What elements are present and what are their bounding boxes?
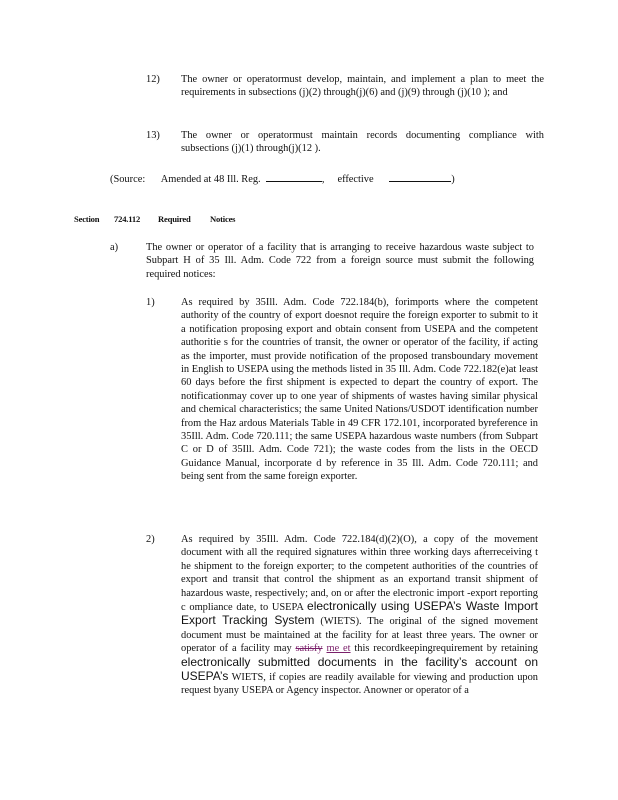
register-volume-blank <box>266 171 322 182</box>
source-comma: , <box>321 174 325 185</box>
item-12-text: The owner or operatormust develop, maintain, and implement a plan to meet the requirements in subsections (j)(2) through(j)(6) and (j)(9) through (j)(10 ); and <box>181 74 544 99</box>
item-2-text-f: WIETS, if copies are readily available for viewing and production upon request byany USEPA or Agency inspector. Anowner or operator of a <box>181 672 538 697</box>
source-close: ) <box>451 174 455 185</box>
item-12-number: 12) <box>146 74 160 85</box>
inserted-text: me et <box>326 643 351 655</box>
item-2-text-d: this recordkeepingrequirement by retaining <box>354 643 538 655</box>
item-2-wiets-line: electronically using USEPA’s Waste Import Export Tracking System <box>181 599 538 628</box>
section-label: Section <box>74 214 100 224</box>
item-1-text: As required by 35Ill. Adm. Code 722.184(b), forimports where the competent authority of the country of export doesnot require the foreign exporter to submit to it a notification proposing export and obtain consent from USEPA and the competent authoritie s for the countries of transit, the owner or operator of the facility, if acting as the importer, must provide notification of the proposed transboundary movement in English to USEPA using the methods listed in 35 Ill. Adm. Code 722.182(e)at least 60 days before the first shipment is expected to depart the country of export. The notificationmay cover up to one year of shipments of wastes having similar physical and chemical characteristics; the same United Nations/USDOT identification number from the Haz ardous Materials Table in 49 CFR 172.101, incorporated byreference in 35Ill. Adm. Code 720.111; the same USEPA hazardous waste numbers (from Subpart C or D of 35Ill. Adm. Code 721); the waste codes from the lists in the OECD Guidance Manual, incorporate d by reference in 35 Ill. Adm. Code 720.111; and being sent from the same foreign exporter. <box>181 297 538 483</box>
section-title: Required <box>158 214 191 224</box>
item-2-text-a: As required by 35Ill. Adm. Code 722.184(d)(2)(O), a copy of the movement document with all the required signatures within three working days afterreceiving t he shipment to the foreign exporter; to the competent authorities of the countries of export and transit that control the shipment as an exportand transit shipment of hazardous waste, respectively; and, on or after the electronic import -export reporting c ompliance date, to USEPA <box>181 534 538 614</box>
item-2-number: 2) <box>146 534 155 545</box>
source-label: (Source: <box>110 174 146 185</box>
item-2-electronic-line: electronically submitted documents in the facility’s account on USEPA’s <box>181 654 538 684</box>
item-1-number: 1) <box>146 297 155 308</box>
struck-text: satisfy <box>295 643 323 655</box>
source-amended: Amended at 48 Ill. Reg. <box>160 174 261 185</box>
source-note <box>110 171 510 186</box>
subsection-a-text: The owner or operator of a facility that is arranging to receive hazardous waste subject to Subpart H of 35 Ill. Adm. Code 722 from a foreign source must submit the following required notices: <box>146 242 534 280</box>
item-13-number: 13) <box>146 130 160 141</box>
section-title-2: Notices <box>210 214 236 224</box>
subsection-a-letter: a) <box>110 242 119 253</box>
effective-date-blank <box>389 171 451 182</box>
item-2-text-c: (WIETS). The original of the signed movement document must be maintained at the facility for at least three years. The owner or operator of a facility may <box>181 616 538 655</box>
source-effective: effective <box>337 174 374 185</box>
item-2-text <box>181 533 538 698</box>
item-13-text: The owner or operatormust maintain records documenting compliance with subsections (j)(1) through(j)(12 ). <box>181 130 544 155</box>
section-number: 724.112 <box>114 214 141 224</box>
